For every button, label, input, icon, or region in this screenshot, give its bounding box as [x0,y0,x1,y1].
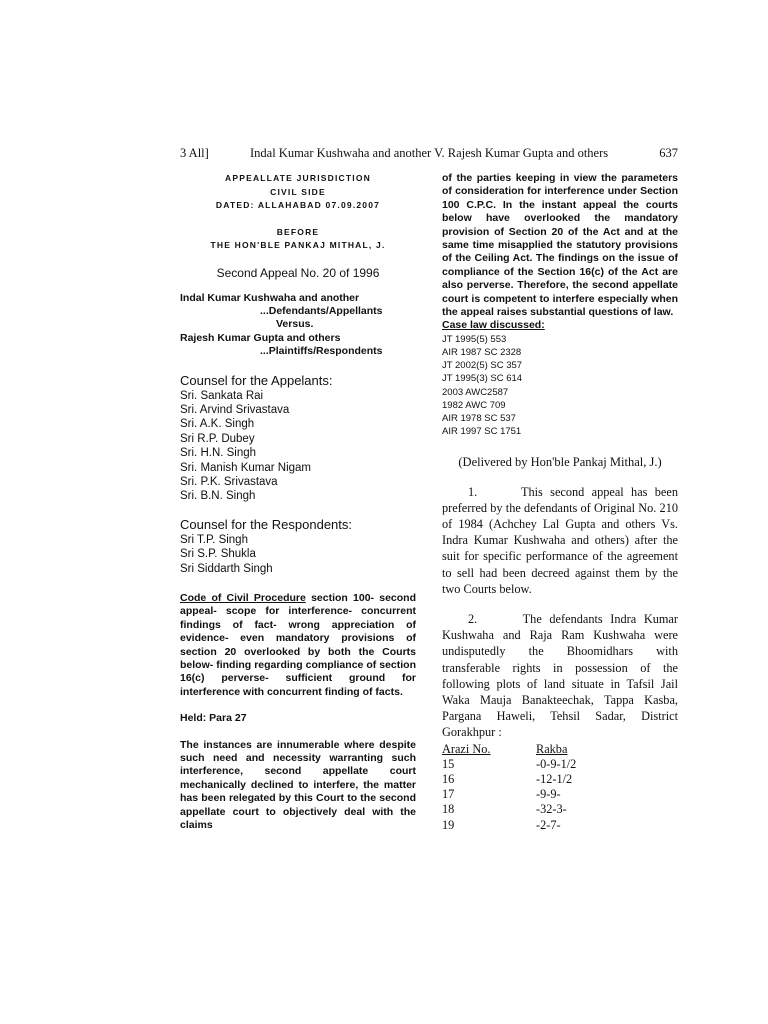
headnote [180,592,416,699]
plots-header-row [442,742,678,757]
respondents-role: ...Plaintiffs/Respondents [260,345,383,358]
appellants-counsel-list [180,389,416,504]
plot-number: 19 [442,817,455,832]
case-law-list [442,333,678,439]
appellants-role: ...Defendants/Appellants [260,304,383,317]
counsel-name: Sri. A.K. Singh [180,418,255,431]
plot-area: -9-9- [536,787,561,802]
plot-number: 17 [442,787,455,802]
respondents-counsel-heading: Counsel for the Respondents: [180,516,352,532]
plot-number: 15 [442,756,455,771]
jurisdiction-title: APPEALLATE JURISDICTION [225,173,371,183]
left-column [180,172,416,833]
header-volume: 3 All] [180,146,209,160]
plot-area: -32-3- [536,802,567,817]
plot-area: -12-1/2 [536,771,573,786]
case-citation: AIR 1987 SC 2328 [442,347,522,359]
plot-area: -2-7- [536,817,561,832]
plot-row [442,772,678,787]
civil-side: CIVIL SIDE [270,186,326,197]
plot-row [442,818,678,833]
paragraph-1: 1. This second appeal has been preferred by the defendants of Original No. 210 of 1984 (Achchey Lal Gupta and others Vs. Indra Kumar Kushwaha and others) after the suit for specific performance of the agreement to sell had been decreed against them by the two Courts below. [442,484,682,596]
before-label: BEFORE [276,226,320,237]
plot-row [442,757,678,772]
counsel-name: Sri S.P. Shukla [180,548,256,561]
continuation-text: of the parties keeping in view the parameters of consideration for interference under Section 100 C.P.C. In the instant appeal the courts below have overlooked the mandatory provision of Section 20 of the Act and at the same time misapplied the statutory provisions of the Ceiling Act. The findings on the issue of compliance of the Section 16(c) of the Act are also perverse. Therefore, the second appellate court is competent to interfere especially when the appeal raises substantial questions of law. [442,172,678,319]
header-title: Indal Kumar Kushwaha and another V. Rajesh Kumar Gupta and others [250,146,609,160]
respondents-counsel-list [180,533,416,576]
held-label: Held: Para 27 [180,712,247,725]
parties-block [180,292,416,359]
versus-label: Versus. [276,318,314,331]
case-citation: 2003 AWC2587 [442,386,509,398]
counsel-name: Sri Siddarth Singh [180,562,273,575]
plot-area: -0-9-1/2 [536,756,577,771]
case-citation: 1982 AWC 709 [442,399,506,411]
counsel-name: Sri R.P. Dubey [180,432,255,445]
respondents-name: Rajesh Kumar Gupta and others [180,331,341,344]
appellants-name: Indal Kumar Kushwaha and another [180,291,360,304]
jurisdiction-block [180,172,416,253]
counsel-name: Sri. Sankata Rai [180,389,264,402]
appeal-number: Second Appeal No. 20 of 1996 [216,265,380,280]
judgment-date: DATED: ALLAHABAD 07.09.2007 [215,200,381,210]
rakba-header: Rakba [536,741,568,756]
counsel-name: Sri. P.K. Srivastava [180,475,278,488]
case-citation: JT 2002(5) SC 357 [442,360,523,372]
held-text: The instances are innumerable where despite such need and necessity warranting such interference, second appellate court mechanically declined to interfere, the matter has been relegated by this Court to the second appellate court to objectively deal with the claims [180,738,416,832]
case-law-heading: Case law discussed: [442,319,545,332]
paragraph-2: 2. The defendants Indra Kumar Kushwaha and Raja Ram Kushwaha were undisputedly the Bhoomidhars with transferable rights in possession of the following plots of land situate in Tafsil Jail Waka Mauja Banakteechak, Tappa Kasba, Pargana Haweli, Tehsil Sadar, District Gorakhpur : [442,611,682,740]
right-column [442,172,682,833]
page-number: 637 [659,146,678,160]
counsel-name: Sri T.P. Singh [180,533,248,546]
counsel-name: Sri. H.N. Singh [180,447,257,460]
code-label: Code of Civil Procedure [180,592,306,604]
case-citation: AIR 1978 SC 537 [442,413,516,425]
judge-name: THE HON'BLE PANKAJ MITHAL, J. [210,240,386,250]
case-citation: AIR 1997 SC 1751 [442,426,522,438]
headnote-text: section 100- second appeal- scope for interference- concurrent findings of fact- wrong appreciation of evidence- even mandatory provisions of section 20 overlooked by both the Courts below- finding regarding compliance of section 16(c) perverse- sufficient ground for interference with concurrent finding of facts. [180,592,416,698]
header [180,146,680,162]
counsel-name: Sri. Arvind Srivastava [180,403,290,416]
counsel-name: Sri. Manish Kumar Nigam [180,461,312,474]
case-citation: JT 1995(5) 553 [442,333,507,345]
plot-row [442,802,678,817]
counsel-name: Sri. B.N. Singh [180,490,256,503]
plot-number: 18 [442,802,455,817]
arazi-header: Arazi No. [442,741,491,756]
delivered-by: (Delivered by Hon'ble Pankaj Mithal, J.) [458,454,662,469]
appellants-counsel-heading: Counsel for the Appelants: [180,372,333,388]
plot-number: 16 [442,771,455,786]
case-citation: JT 1995(3) SC 614 [442,373,523,385]
plot-row [442,787,678,802]
plots-table [442,742,678,833]
